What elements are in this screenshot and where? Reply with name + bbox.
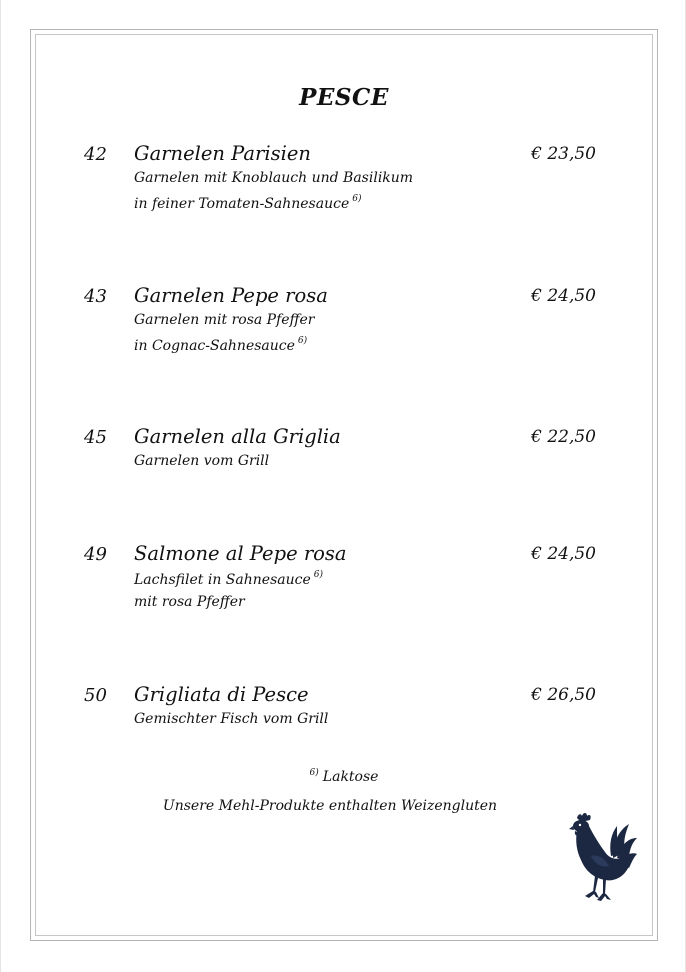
item-description: Garnelen mit rosa Pfeffer bbox=[134, 312, 315, 328]
item-name: Garnelen alla Griglia bbox=[134, 425, 341, 448]
item-name: Garnelen Parisien bbox=[134, 142, 311, 165]
rooster-silhouette bbox=[569, 813, 637, 901]
item-price: € 26,50 bbox=[531, 685, 596, 705]
item-name: Salmone al Pepe rosa bbox=[134, 542, 347, 565]
footnote-marker: 6) bbox=[313, 570, 323, 580]
item-description: Gemischter Fisch vom Grill bbox=[134, 711, 329, 727]
rooster-icon bbox=[569, 812, 637, 904]
item-price: € 23,50 bbox=[531, 144, 596, 164]
item-description: mit rosa Pfeffer bbox=[134, 594, 245, 610]
item-name: Garnelen Pepe rosa bbox=[134, 284, 328, 307]
item-price: € 24,50 bbox=[531, 286, 596, 306]
item-number: 42 bbox=[84, 144, 107, 165]
item-number: 50 bbox=[84, 685, 107, 706]
item-price: € 22,50 bbox=[531, 427, 596, 447]
item-name: Grigliata di Pesce bbox=[134, 683, 309, 706]
footnote-marker: 6) bbox=[309, 768, 319, 778]
item-description: in Cognac-Sahnesauce $^{6)}$ bbox=[134, 336, 308, 354]
footnote-marker: 6) bbox=[297, 336, 308, 346]
item-number: 45 bbox=[84, 427, 107, 448]
footnote-text: Laktose bbox=[322, 769, 379, 785]
rooster-eye bbox=[579, 824, 581, 826]
item-number: 49 bbox=[84, 544, 107, 565]
allergen-footnote bbox=[1, 768, 686, 785]
gluten-note: Unsere Mehl-Produkte enthalten Weizengluten bbox=[162, 798, 498, 814]
item-description: Garnelen mit Knoblauch und Basilikum bbox=[134, 170, 414, 186]
item-description: Lachsfilet in Sahnesauce $^{6)}$ bbox=[134, 570, 323, 588]
item-description: Garnelen vom Grill bbox=[134, 453, 270, 469]
item-description: in feiner Tomaten-Sahnesauce $^{6)}$ bbox=[134, 194, 362, 212]
item-number: 43 bbox=[84, 286, 107, 307]
item-price: € 24,50 bbox=[531, 544, 596, 564]
footnote-marker: 6) bbox=[352, 194, 362, 204]
section-title: PESCE bbox=[299, 84, 389, 111]
